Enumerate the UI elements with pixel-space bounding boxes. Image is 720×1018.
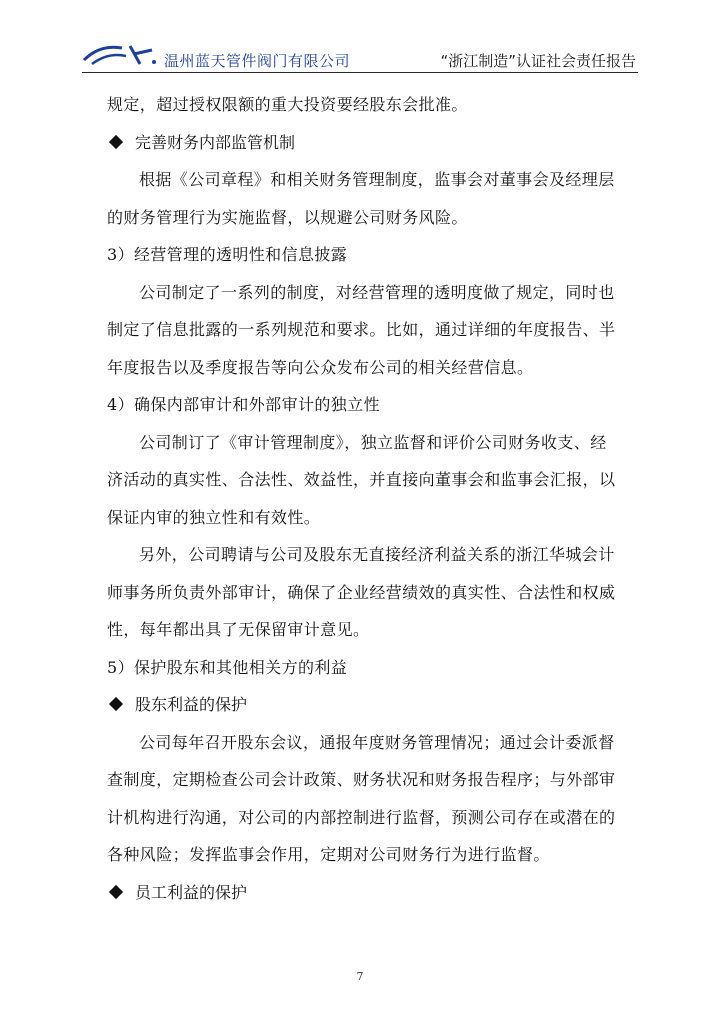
text-line: 各种风险；发挥监事会作用，定期对公司财务行为进行监督。 — [107, 845, 550, 864]
page-header — [82, 38, 638, 74]
bullet-item — [107, 124, 637, 162]
paragraph-first-line: 公司每年召开股东会议，通报年度财务管理情况；通过会计委派督 — [139, 732, 615, 752]
paragraph-first-line: 公司制定了一系列的制度，对经营管理的透明度做了规定，同时也 — [139, 282, 615, 302]
bullet-item — [107, 686, 637, 724]
paragraph-first-line: 另外，公司聘请与公司及股东无直接经济利益关系的浙江华城会计 — [139, 545, 615, 564]
document-body — [107, 86, 637, 911]
text-line: 4）确保内部审计和外部审计的独立性 — [107, 395, 380, 414]
company-name: 温州蓝天管件阀门有限公司 — [164, 52, 351, 70]
text-line: 规定，超过授权限额的重大投资要经股东会批准。 — [107, 95, 468, 114]
text-line: 制定了信息批露的一系列规范和要求。比如，通过详细的年度报告、半 — [107, 320, 616, 339]
text-line: 查制度，定期检查公司会计政策、财务状况和财务报告程序；与外部审 — [107, 770, 616, 789]
page-number: 7 — [356, 970, 364, 983]
text-line: 5）保护股东和其他相关方的利益 — [107, 657, 348, 677]
bullet-item — [107, 874, 637, 912]
diamond-bullet-icon — [109, 134, 123, 148]
bullet-text: 股东利益的保护 — [135, 695, 248, 714]
text-line: 3）经营管理的透明性和信息披露 — [107, 245, 348, 264]
text-line: 计机构进行沟通，对公司的内部控制进行监督，预测公司存在或潜在的 — [107, 807, 616, 827]
report-title: “浙江制造”认证社会责任报告 — [440, 52, 636, 70]
diamond-bullet-icon — [109, 697, 123, 711]
text-line: 年度报告以及季度报告等向公众发布公司的相关经营信息。 — [107, 357, 534, 377]
text-line: 性，每年都出具了无保留审计意见。 — [107, 620, 370, 639]
text-line: 的财务管理行为实施监督，以规避公司财务风险。 — [107, 207, 468, 227]
bullet-text: 完善财务内部监管机制 — [135, 132, 296, 152]
paragraph-first-line: 根据《公司章程》和相关财务管理制度，监事会对董事会及经理层 — [139, 170, 615, 189]
text-line: 保证内审的独立性和有效性。 — [107, 507, 321, 527]
diamond-bullet-icon — [109, 884, 123, 898]
bullet-text: 员工利益的保护 — [135, 882, 248, 902]
company-logo — [82, 40, 158, 68]
text-line: 师事务所负责外部审计，确保了企业经营绩效的真实性、合法性和权威 — [107, 582, 616, 602]
text-line: 济活动的真实性、合法性、效益性，并直接向董事会和监事会汇报，以 — [107, 470, 616, 489]
header-divider — [82, 72, 638, 73]
paragraph-first-line: 公司制订了《审计管理制度》，独立监督和评价公司财务收支、经 — [139, 432, 607, 452]
